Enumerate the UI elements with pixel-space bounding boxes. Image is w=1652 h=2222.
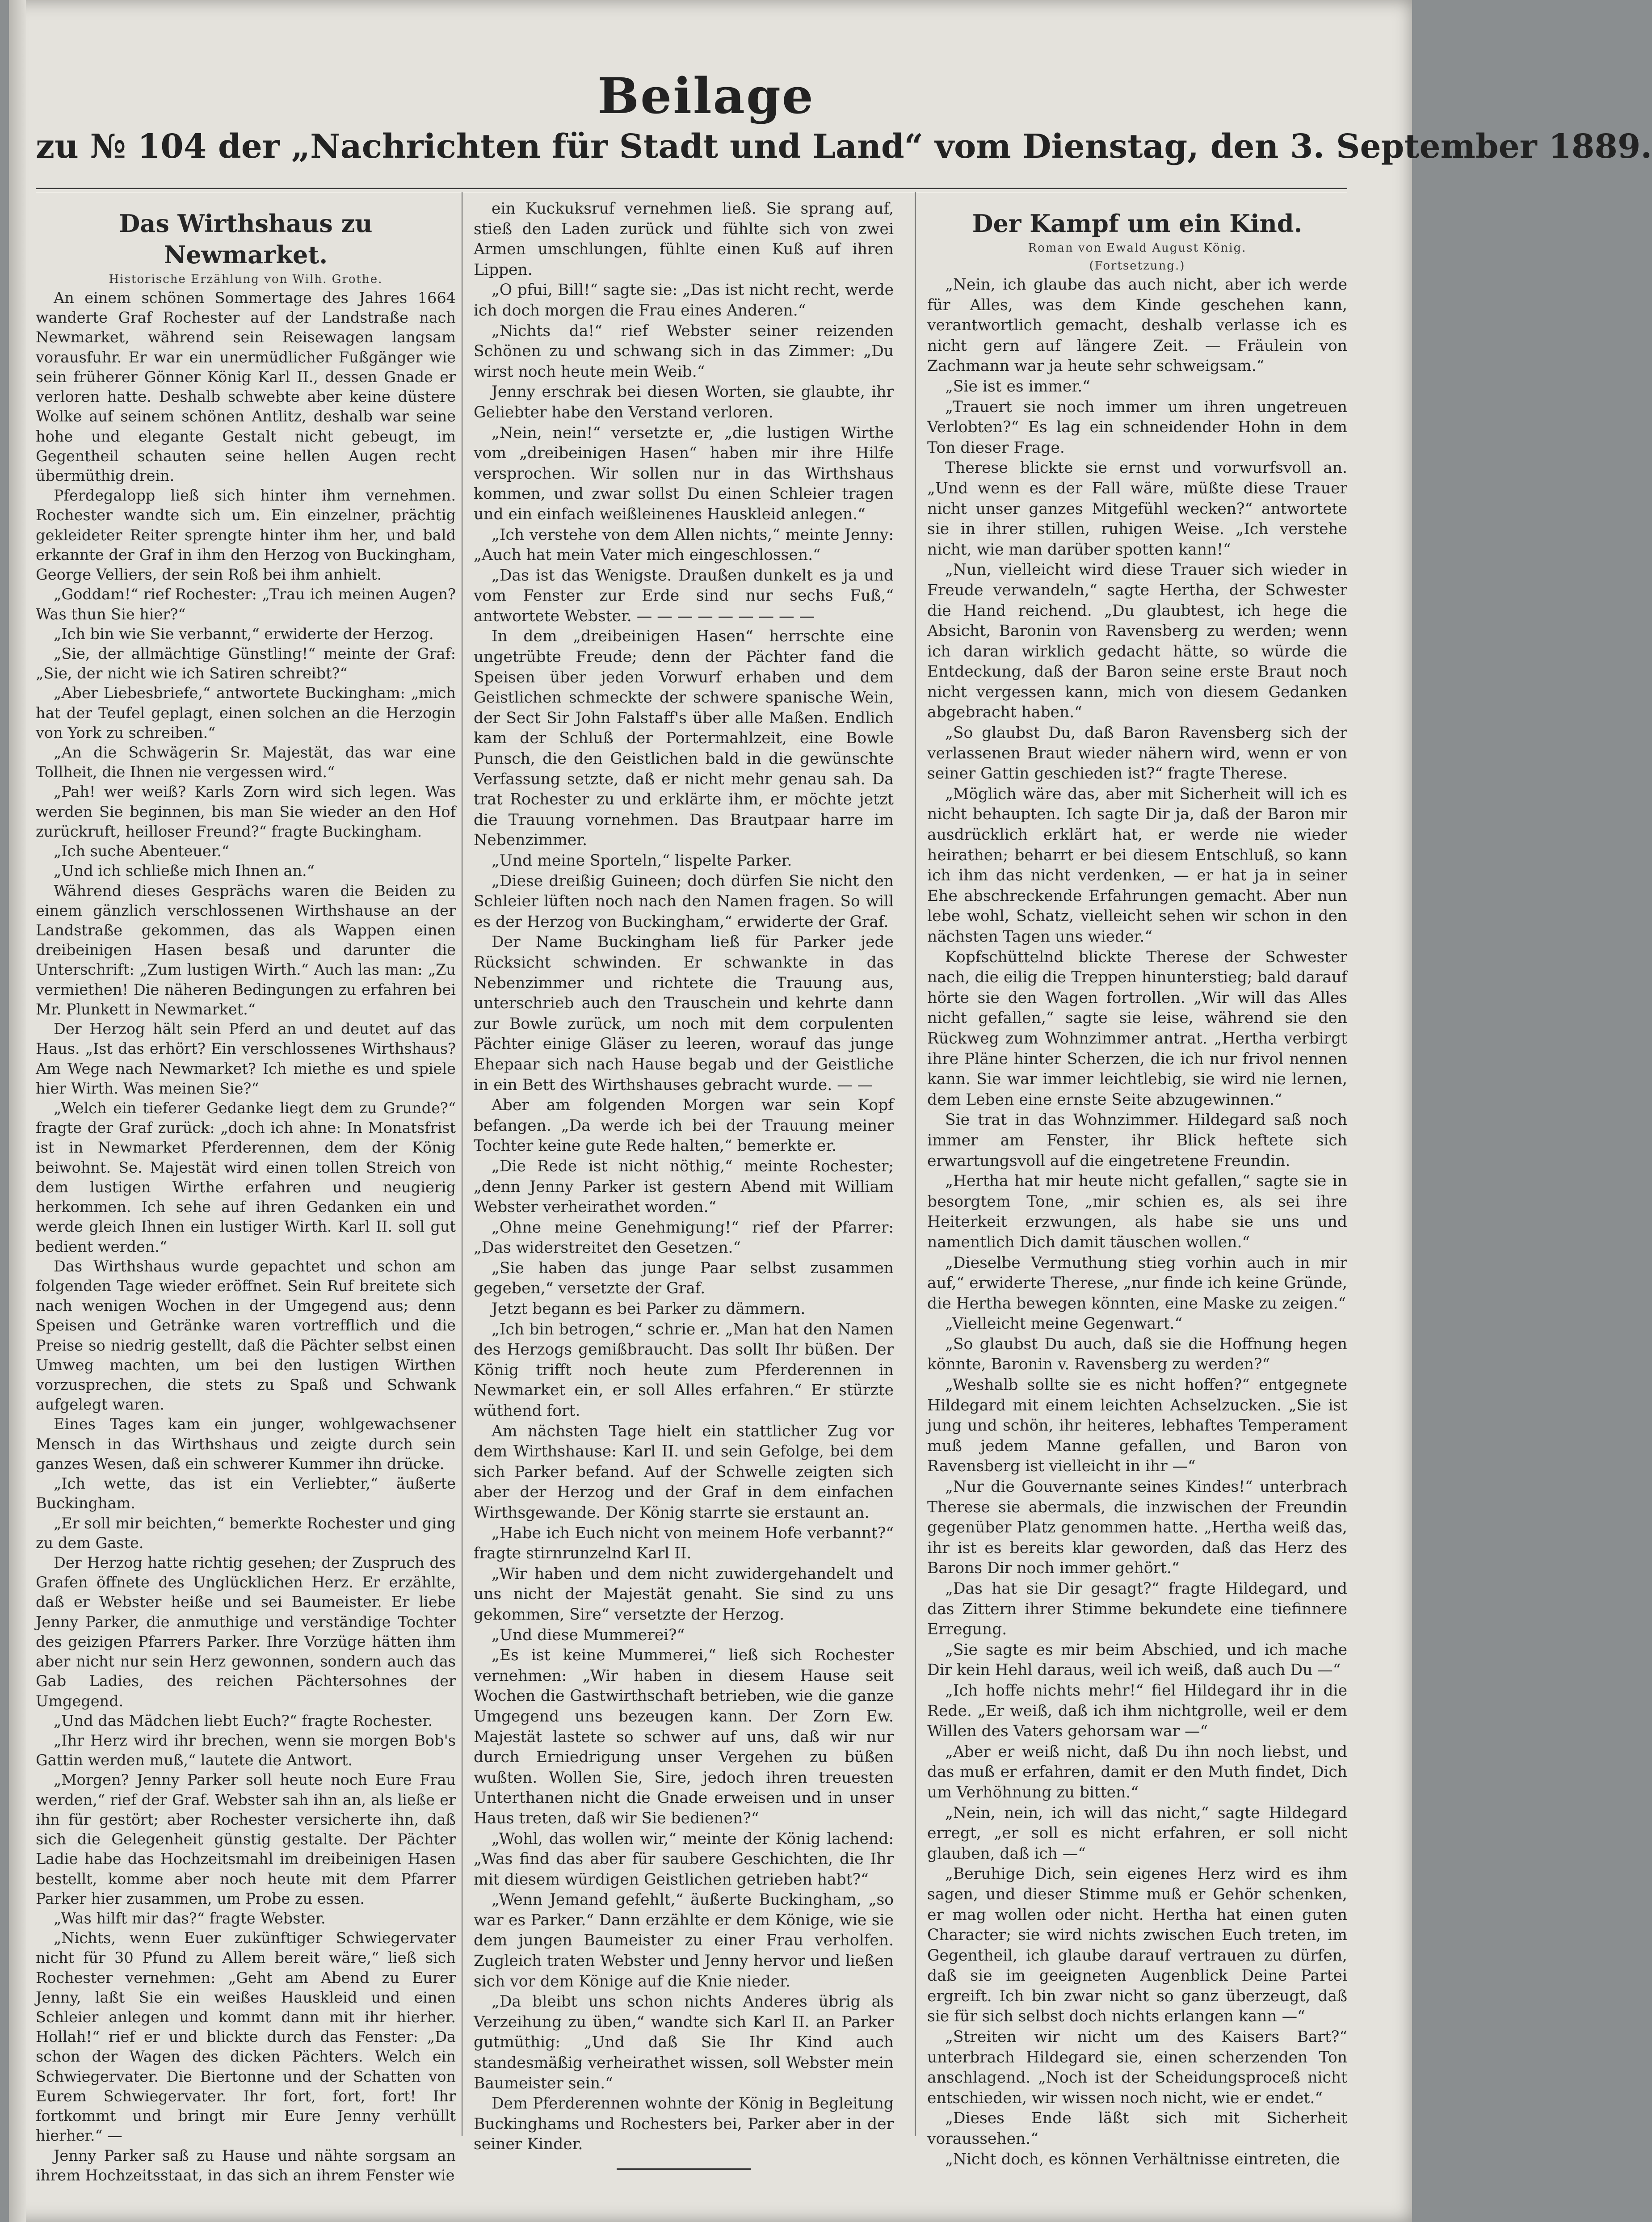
paragraph: „Da bleibt uns schon nichts Anderes übrig als Verzeihung zu üben,“ wandte sich Karl II. an Parker gutmüthig: „Und daß Sie Ihr Kind auch standesmäßig verheirathet wissen, soll Webster mein Baumeister sein.“ [474,1993,894,2092]
paragraph: „Streiten wir nicht um des Kaisers Bart?“ unterbrach Hildegard sie, einen scherzenden Ton anschlagend. „Noch ist der Scheidungsproceß nicht entschieden, wir wissen noch nicht, wie er endet.“ [927,2028,1347,2107]
paragraph: „Ich suche Abenteuer.“ [54,842,229,860]
paragraph: „Nein, nein!“ versetzte er, „die lustigen Wirthe vom „dreibeinigen Hasen“ haben mir ihre Hilfe versprochen. Wir sollen nur in das Wirthshaus kommen, und zwar sollst Du einen Schleier tragen und ein einfach weißleinenes Hauskleid anlegen.“ [474,424,894,523]
paragraph: „Nun, vielleicht wird diese Trauer sich wieder in Freude verwandeln,“ sagte Hertha, der Schwester die Hand reichend. „Du glaubtest, ich hege die Absicht, Baronin von Ravensberg zu werden; wenn ich daran wirklich gedacht hätte, so würde die Entdeckung, daß der Baron seine erste Braut noch nicht vergessen kann, mich von diesem Gedanken abgebracht haben.“ [927,561,1347,722]
paragraph: „Nein, nein, ich will das nicht,“ sagte Hildegard erregt, „er soll es nicht erfahren, er soll nicht glauben, daß ich —“ [927,1804,1347,1863]
paragraph: „Und meine Sporteln,“ lispelte Parker. [492,852,792,870]
paragraph: „Das ist das Wenigste. Draußen dunkelt es ja und vom Fenster zur Erde sind nur sechs Fuß,“ antwortete Webster. — — — — — — — — — [474,566,894,625]
paragraph: „Wenn Jemand gefehlt,“ äußerte Buckingham, „so war es Parker.“ Dann erzählte er dem Könige, wie sie dem jungen Baumeister zu einer Frau verholfen. Zugleich traten Webster und Jenny hervor und ließen sich vor dem Könige auf die Knie nieder. [474,1891,894,1991]
article-byline: Historische Erzählung von Wilh. Grothe. [109,273,383,286]
paragraph: „Vielleicht meine Gegenwart.“ [945,1315,1183,1333]
paragraph: „Diese dreißig Guineen; doch dürfen Sie nicht den Schleier lüften noch nach den Namen fragen. So will es der Herzog von Buckingham,“ erwiderte der Graf. [474,872,894,931]
paragraph: Pferdegalopp ließ sich hinter ihm vernehmen. Rochester wandte sich um. Ein einzelner, prächtig gekleideter Reiter sprengte hinter ihm her, und bald erkannte der Graf in ihm den Herzog von Buckingham, George Velliers, der sein Roß bei ihm anhielt. [36,487,456,584]
paragraph: „Welch ein tieferer Gedanke liegt dem zu Grunde?“ fragte der Graf zurück: „doch ich ahne: In Monatsfrist ist in Newmarket Pferderennen, dem der König beiwohnt. Se. Majestät wird einen tollen Streich von dem lustigen Wirthe erfahren und neugierig herkommen. Ich sehe auf ihren Gedanken ein und werde gleich Ihnen ein lustiger Wirth. Karl II. soll gut bedient werden.“ [36,1099,456,1255]
paragraph: „Nein, ich glaube das auch nicht, aber ich werde für Alles, was dem Kinde geschehen kann, verantwortlich gemacht, deshalb verlasse ich es nicht gern auf längere Zeit. — Fräulein von Zachmann war ja heute sehr schweigsam.“ [927,276,1347,375]
article-title: Der Kampf um ein Kind. [972,209,1303,238]
paragraph: ein Kuckuksruf vernehmen ließ. Sie sprang auf, stieß den Laden zurück und fühlte sich von zwei Armen umschlungen, fühlte einen Kuß auf ihren Lippen. [474,200,894,279]
column-divider [915,192,916,2136]
paragraph: „So glaubst Du auch, daß sie die Hoffnung hegen könnte, Baronin v. Ravensberg zu werden?“ [927,1335,1347,1374]
article-body [474,199,894,2155]
paragraph: „Morgen? Jenny Parker soll heute noch Eure Frau werden,“ rief der Graf. Webster sah ihn an, als ließe er ihn für gestört; aber Rochester versicherte ihn, daß sich die Gelegenheit günstig gestalte. Der Pächter Ladie habe das Hochzeitsmahl im dreibeinigen Hasen bestellt, komme aber noch heute mit dem Pfarrer Parker hier zusammen, um Probe zu essen. [36,1771,456,1907]
article-title: Das Wirthshaus zu Newmarket. [119,209,373,269]
article-continuation-note: (Fortsetzung.) [1089,259,1185,273]
paragraph: „Hertha hat mir heute nicht gefallen,“ sagte sie in besorgtem Tone, „mir schien es, als sei ihre Heiterkeit erzwungen, als habe sie uns und namentlich Dich damit täuschen wollen.“ [927,1172,1347,1251]
paragraph: „Pah! wer weiß? Karls Zorn wird sich legen. Was werden Sie beginnen, bis man Sie wieder an den Hof zurückruft, heilloser Freund?“ fragte Buckingham. [36,783,456,840]
paragraph: „Sie, der allmächtige Günstling!“ meinte der Graf: „Sie, der nicht wie ich Satiren schreibt?“ [36,644,456,682]
paragraph: An einem schönen Sommertage des Jahres 1664 wanderte Graf Rochester auf der Landstraße nach Newmarket, während sein Reisewagen langsam vorausfuhr. Er war ein unermüdlicher Fußgänger wie sein früherer Gönner König Karl II., dessen Gnade er verloren hatte. Deshalb schwebte aber keine düstere Wolke auf seinem schönen Antlitz, deshalb war seine hohe und elegante Gestalt nicht gebeugt, im Gegentheil schauten seine hellen Augen recht übermüthig drein. [36,289,456,484]
paragraph: Das Wirthshaus wurde gepachtet und schon am folgenden Tage wieder eröffnet. Sein Ruf breitete sich nach wenigen Wochen in der Umgegend aus; denn Speisen und Getränke waren vortrefflich und die Preise so niedrig gestellt, daß die Pächter selbst einen Umweg machten, um bei den lustigen Wirthen vorzusprechen, die stets zu Spaß und Schwank aufgelegt waren. [36,1257,456,1414]
paragraph: „So glaubst Du, daß Baron Ravensberg sich der verlassenen Braut wieder nähern wird, wenn er von seiner Gattin geschieden ist?“ fragte Therese. [927,724,1347,783]
paragraph: Jetzt begann es bei Parker zu dämmern. [492,1300,806,1318]
paragraph: „Ihr Herz wird ihr brechen, wenn sie morgen Bob's Gattin werden muß,“ lautete die Antwort. [36,1731,456,1769]
column-3 [927,199,1347,2170]
masthead [36,67,1652,166]
paragraph: „Aber Liebesbriefe,“ antwortete Buckingham: „mich hat der Teufel geplagt, einen solchen an die Herzogin von York zu schreiben.“ [36,684,456,741]
paragraph: „Weshalb sollte sie es nicht hoffen?“ entgegnete Hildegard mit einem leichten Achselzucken. „Sie ist jung und schön, ihr heiteres, lebhaftes Temperament muß jedem Manne gefallen, und Baron von Ravensberg ist vielleicht in ihr —“ [927,1376,1347,1476]
masthead-rule [36,188,1347,192]
newspaper-page [9,0,1652,2222]
paragraph: „Ohne meine Genehmigung!“ rief der Pfarrer: „Das widerstreitet den Gesetzen.“ [474,1218,894,1257]
masthead-subtitle: zu № 104 der „Nachrichten für Stadt und Land“ vom Dienstag, den 3. September 1889. [36,127,1652,166]
column-2 [474,199,894,2183]
paragraph: „Möglich wäre das, aber mit Sicherheit will ich es nicht behaupten. Ich sagte Dir ja, daß der Baron mir ausdrücklich erklärt hat, er werde nie wieder heirathen; beharrt er bei diesem Entschluß, so kann ich ihm das nicht verdenken, — er hat ja in seiner Ehe abschreckende Erfahrungen gemacht. Aber nun lebe wohl, Schatz, vielleicht sehen wir schon in den nächsten Tagen uns wieder.“ [927,785,1347,946]
paragraph: „Nicht doch, es können Verhältnisse eintreten, die [945,2150,1340,2168]
paragraph: Eines Tages kam ein junger, wohlgewachsener Mensch in das Wirthshaus und zeigte durch sein ganzes Wesen, daß ein schwerer Kummer ihn drücke. [36,1415,456,1473]
paragraph: Therese blickte sie ernst und vorwurfsvoll an. „Und wenn es der Fall wäre, müßte diese Trauer nicht unser ganzes Mitgefühl wecken?“ antwortete sie in ihrer stillen, ruhigen Weise. „Ich verstehe nicht, wie man darüber spotten kann!“ [927,459,1347,559]
masthead-title: Beilage [597,67,815,125]
paragraph: „Goddam!“ rief Rochester: „Trau ich meinen Augen? Was thun Sie hier?“ [36,585,456,623]
article-end-rule [617,2168,751,2170]
article-byline: Roman von Ewald August König. [1028,241,1247,255]
paragraph: „Nichts da!“ rief Webster seiner reizenden Schönen zu und schwang sich in das Zimmer: „Du wirst noch heute mein Weib.“ [474,322,894,381]
paragraph: „Nur die Gouvernante seines Kindes!“ unterbrach Therese sie abermals, die inzwischen der Freundin gegenüber Platz genommen hatte. „Hertha weiß das, ihr ist es bereits klar geworden, daß das Herz des Barons Dir noch immer gehört.“ [927,1478,1347,1578]
paragraph: Jenny Parker saß zu Hause und nähte sorgsam an ihrem Hochzeitsstaat, in das sich an ihrem Fenster wie [36,2146,456,2184]
paragraph: „Dieses Ende läßt sich mit Sicherheit voraussehen.“ [927,2109,1347,2148]
paragraph: „Aber er weiß nicht, daß Du ihn noch liebst, und das muß er erfahren, damit er den Muth findet, Dich um Verhöhnung zu bitten.“ [927,1742,1347,1801]
paragraph: Sie trat in das Wohnzimmer. Hildegard saß noch immer am Fenster, ihr Blick heftete sich erwartungsvoll auf die eingetretene Freundin. [927,1111,1347,1170]
paragraph: „Er soll mir beichten,“ bemerkte Rochester und ging zu dem Gaste. [36,1514,456,1552]
paragraph: Am nächsten Tage hielt ein stattlicher Zug vor dem Wirthshause: Karl II. und sein Gefolge, bei dem sich Parker befand. Auf der Schwelle zeigten sich aber der Herzog und der Graf in dem einfachen Wirthsgewande. Der König starrte sie erstaunt an. [474,1422,894,1522]
paragraph: „Ich bin betrogen,“ schrie er. „Man hat den Namen des Herzogs gemißbraucht. Das sollt Ihr büßen. Der König trifft noch heute zum Pferderennen in Newmarket ein, er soll Alles erfahren.“ Er stürzte wüthend fort. [474,1320,894,1420]
paragraph: „Trauert sie noch immer um ihren ungetreuen Verlobten?“ Es lag ein schneidender Hohn in dem Ton dieser Frage. [927,398,1347,457]
paragraph: „An die Schwägerin Sr. Majestät, das war eine Tollheit, die Ihnen nie vergessen wird.“ [36,744,456,781]
paragraph: „Ich bin wie Sie verbannt,“ erwiderte der Herzog. [54,625,434,643]
paragraph: „Die Rede ist nicht nöthig,“ meinte Rochester; „denn Jenny Parker ist gestern Abend mit William Webster verheirathet worden.“ [474,1157,894,1216]
paragraph: Dem Pferderennen wohnte der König in Begleitung Buckinghams und Rochesters bei, Parker aber in der seiner Kinder. [474,2095,894,2154]
paragraph: „Und das Mädchen liebt Euch?“ fragte Rochester. [54,1712,433,1730]
paragraph: „Ich verstehe von dem Allen nichts,“ meinte Jenny: „Auch hat mein Vater mich eingeschlossen.“ [474,526,894,564]
article-body [927,275,1347,2170]
paragraph: „Habe ich Euch nicht von meinem Hofe verbannt?“ fragte stirnrunzelnd Karl II. [474,1524,894,1563]
column-1 [36,199,456,2185]
paragraph: „Das hat sie Dir gesagt?“ fragte Hildegard, und das Zittern ihrer Stimme bekundete eine tiefinnere Erregung. [927,1580,1347,1639]
paragraph: „Ich hoffe nichts mehr!“ fiel Hildegard ihr in die Rede. „Er weiß, daß ich ihm nichtgrolle, weil er dem Willen des Vaters gehorsam war —“ [927,1681,1347,1741]
paragraph: „Sie ist es immer.“ [945,377,1090,396]
paragraph: Der Herzog hatte richtig gesehen; der Zuspruch des Grafen öffnete des Unglücklichen Herz. Er erzählte, daß er Webster heiße und sei Baumeister. Er liebe Jenny Parker, die anmuthige und verständige Tochter des geizigen Pfarrers Parker. Ihre Vorzüge hätten ihm aber nicht nur sein Herz gewonnen, sondern auch das Gab Ladies, des reichen Pächtersohnes der Umgegend. [36,1554,456,1710]
paragraph: „Es ist keine Mummerei,“ ließ sich Rochester vernehmen: „Wir haben in diesem Hause seit Wochen die Gastwirthschaft betrieben, wie die ganze Umgegend uns bezeugen kann. Der Zorn Ew. Majestät lastete so schwer auf uns, daß wir nur durch Erniedrigung unser Vergehen zu büßen wußten. Wollen Sie, Sire, jedoch ihren treuesten Unterthanen nicht die Gnade erweisen und in unser Haus treten, daß wir Sie bedienen?“ [474,1646,894,1827]
paragraph: „Dieselbe Vermuthung stieg vorhin auch in mir auf,“ erwiderte Therese, „nur finde ich keine Gründe, die Hertha bewegen könnten, eine Maske zu zeigen.“ [927,1254,1347,1313]
paragraph: In dem „dreibeinigen Hasen“ herrschte eine ungetrübte Freude; denn der Pächter fand die Speisen über jeden Vorwurf erhaben und dem Geistlichen schmeckte der schwere spanische Wein, der Sect Sir John Falstaff's über alle Maßen. Endlich kam der Schluß der Portermahlzeit, eine Bowle Punsch, die den Geistlichen bald in die gewünschte Verfassung setzte, daß er nicht mehr genau sah. Da trat Rochester zu und erklärte ihm, er möchte jetzt die Trauung vornehmen. Das Brautpaar harre im Nebenzimmer. [474,627,894,850]
paragraph: „Beruhige Dich, sein eigenes Herz wird es ihm sagen, und dieser Stimme muß er Gehör schenken, er mag wollen oder nicht. Hertha hat einen guten Character; sie wird nichts zwischen Euch treten, im Gegentheil, ich glaube darauf vertrauen zu dürfen, daß sie im geeigneten Augenblick Deine Partei ergreift. Ich bin zwar nicht so ganz überzeugt, daß sie für sich selbst doch nichts erlangen kann —“ [927,1865,1347,2026]
paragraph: „Und diese Mummerei?“ [492,1626,685,1644]
paragraph: „Wohl, das wollen wir,“ meinte der König lachend: „Was find das aber für saubere Geschichten, die Ihr mit diesem würdigen Geistlichen getrieben habt?“ [474,1830,894,1889]
paragraph: „Was hilft mir das?“ fragte Webster. [54,1909,326,1927]
paragraph: „Ich wette, das ist ein Verliebter,“ äußerte Buckingham. [36,1475,456,1512]
paragraph: Jenny erschrak bei diesen Worten, sie glaubte, ihr Geliebter habe den Verstand verloren. [474,383,894,421]
article-body [36,288,456,2185]
paragraph: „Nichts, wenn Euer zukünftiger Schwiegervater nicht für 30 Pfund zu Allem bereit wäre,“ ließ sich Rochester vernehmen: „Geht am Abend zu Eurer Jenny, laßt Sie ein weißes Hauskleid und einen Schleier anlegen und kommt dann mit ihr hierher. Hollah!“ rief er und blickte durch das Fenster: „Da schon der Wagen des dicken Pächters. Welch ein Schwiegervater. Die Biertonne und der Schatten von Eurem Schwiegervater. Ihr fort, fort, fort! Ihr fortkommt und bringt mir Eure Jenny verhüllt hierher.“ — [36,1929,456,2145]
paragraph: Kopfschüttelnd blickte Therese der Schwester nach, die eilig die Treppen hinunterstieg; bald darauf hörte sie den Wagen fortrollen. „Wir will das Alles nicht gefallen,“ sagte sie leise, während sie den Rückweg zum Wohnzimmer antrat. „Hertha verbirgt ihre Pläne hinter Scherzen, die ich nur frivol nennen kann. Sie war immer leichtlebig, sie wird nie lernen, dem Leben eine ernste Seite abzugewinnen.“ [927,948,1347,1109]
paragraph: Der Herzog hält sein Pferd an und deutet auf das Haus. „Ist das erhört? Ein verschlossenes Wirthshaus? Am Wege nach Newmarket? Ich miethe es und spiele hier Wirth. Was meinen Sie?“ [36,1020,456,1097]
paragraph: „O pfui, Bill!“ sagte sie: „Das ist nicht recht, werde ich doch morgen die Frau eines Anderen.“ [474,281,894,320]
paragraph: „Sie sagte es mir beim Abschied, und ich mache Dir kein Hehl daraus, weil ich weiß, daß auch Du —“ [927,1641,1347,1679]
paragraph: „Sie haben das junge Paar selbst zusammen gegeben,“ versetzte der Graf. [474,1259,894,1298]
page-binding-edge [9,0,26,2222]
paragraph: Während dieses Gesprächs waren die Beiden zu einem gänzlich verschlossenen Wirthshause an der Landstraße gekommen, das als Wappen einen dreibeinigen Hasen besaß und darunter die Unterschrift: „Zum lustigen Wirth.“ Auch las man: „Zu vermiethen! Die näheren Bedingungen zu erfahren bei Mr. Plunkett in Newmarket.“ [36,882,456,1018]
paragraph: Aber am folgenden Morgen war sein Kopf befangen. „Da werde ich bei der Trauung meiner Tochter keine gute Rede halten,“ bemerkte er. [474,1096,894,1155]
paragraph: „Und ich schließe mich Ihnen an.“ [54,862,315,880]
paragraph: Der Name Buckingham ließ für Parker jede Rücksicht schwinden. Er schwankte in das Nebenzimmer und richtete die Trauung aus, unterschrieb auch den Trauschein und kehrte dann zur Bowle zurück, um noch mit dem corpulenten Pächter einige Gläser zu leeren, worauf das junge Ehepaar sich nach Hause begab und der Geistliche in ein Bett des Wirthshauses gebracht wurde. — — [474,933,894,1094]
paragraph: „Wir haben und dem nicht zuwidergehandelt und uns nicht der Majestät genaht. Sie sind zu uns gekommen, Sire“ versetzte der Herzog. [474,1565,894,1624]
